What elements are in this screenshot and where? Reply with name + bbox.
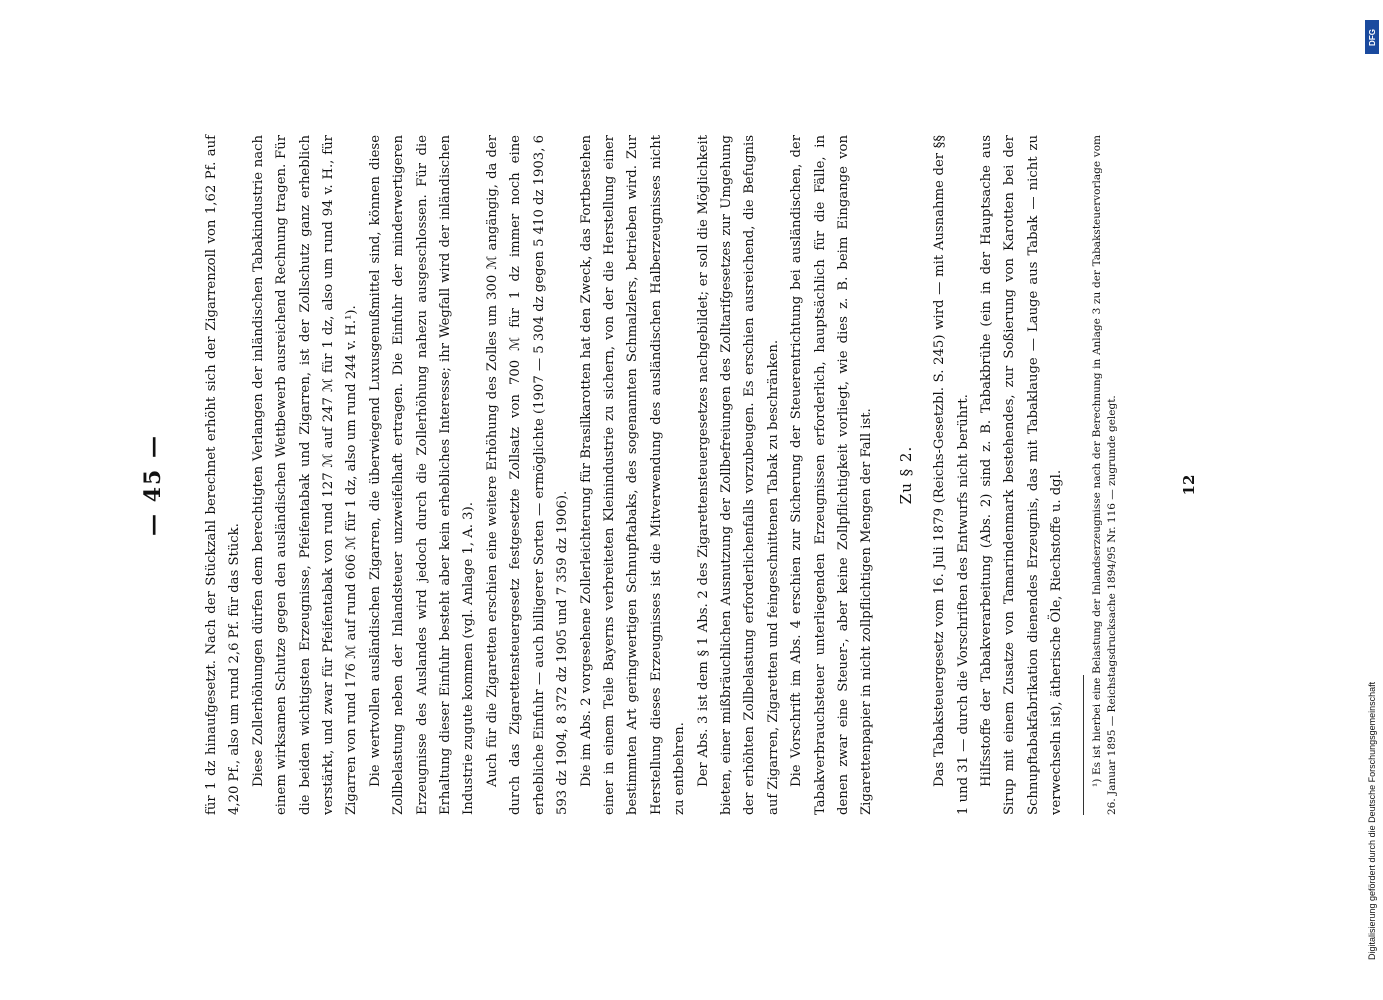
paragraph-intro-1: für 1 dz hinaufgesetzt. Nach der Stückzahl berechnet erhöht sich der Zigarrenzoll von 1,62 Pf. auf 4,20 Pf., also um rund 2,6 Pf. für das Stück. — [204, 135, 243, 815]
paragraph-intro-5: Die im Abs. 2 vorgesehene Zollerleichterung für Brasilkarotten hat den Zweck, das Fortbestehen einer in einem Teile Bayerns verbreiteten Kleinindustrie zu sichern, von der die Herstellung einer bestimmten Art geringwertigen Schnupftabaks, des sogenannten Schmalzlers, betrieben wird. Zur Herstellung dieses Erzeugnisses ist die Mitverwendung des ausländischen Halberzeugnisses nicht zu entbehren. — [578, 135, 688, 815]
paragraph-intro-6: Der Abs. 3 ist dem § 1 Abs. 2 des Zigarettensteuergesetzes nachgebildet; er soll die Möglichkeit bieten, einer mißbräuchlichen Ausnutzung der Zollbefreiungen des Zolltarifgesetzes zur Umgehung der erhöhten Zollbelastung erforderlichenfalls vorzubeugen. Es erschien ausreichend, die Befugnis auf Zigarren, Zigaretten und feingeschnittenen Tabak zu beschränken. — [695, 135, 781, 815]
dfg-logo-text: DFG — [1367, 28, 1377, 46]
paragraph-intro-2: Diese Zollerhöhungen dürfen dem berechtigten Verlangen der inländischen Tabakindustrie nach einem wirksamen Schutze gegen den ausländischen Wettbewerb ausreichend Rechnung tragen. Für die beiden wichtigsten Erzeugnisse, Pfeifentabak und Zigarren, ist der Zollschutz ganz erheblich verstärkt, und zwar für Pfeifentabak von rund 127 ℳ auf 247 ℳ für 1 dz, also um rund 94 v. H., für Zigarren von rund 176 ℳ auf rund 606 ℳ für 1 dz, also um rund 244 v. H.¹). — [250, 135, 360, 815]
footnote-divider — [1083, 675, 1084, 815]
page-number-header: — 45 — — [140, 434, 166, 536]
sidebar-credit-text: Digitalisierung gefördert durch die Deutsche Forschungsgemeinschaft — [1367, 681, 1377, 960]
digitization-sidebar — [1362, 10, 1382, 1000]
signature-mark: 12 — [1180, 474, 1198, 496]
rotated-document-page — [140, 125, 1250, 845]
footnote: ¹) Es ist hierbei eine Belastung der Inlandserzeugnisse nach der Berechnung in Anlage 3 zu der Tabaksteuervorlage vom 26. Januar 1895 — Reichstagsdrucksache 1894/95 Nr. 116 — zugrunde gelegt. — [1090, 135, 1118, 815]
paragraph-section-1: Das Tabaksteuergesetz vom 16. Juli 1879 (Reichs-Gesetzbl. S. 245) wird — mit Ausnahme der §§ 1 und 31 — durch die Vorschriften des Entwurfs nicht berührt. — [932, 135, 971, 815]
section-title: Zu § 2. — [896, 445, 915, 505]
dfg-logo-icon — [1365, 20, 1379, 54]
paragraph-intro-4: Auch für die Zigaretten erschien eine weitere Erhöhung des Zolles um 300 ℳ angängig, da der durch das Zigarettensteuergesetz festgesetzte Zollsatz von 700 ℳ für 1 dz immer noch eine erhebliche Einfuhr — auch billigerer Sorten — ermöglichte (1907 — 5 304 dz gegen 5 410 dz 1903, 6 593 dz 1904, 8 372 dz 1905 und 7 359 dz 1906). — [484, 135, 571, 815]
page-content — [140, 125, 1250, 845]
document-body — [200, 135, 1120, 815]
paragraph-section-2: Hilfsstoffe der Tabakverarbeitung (Abs. 2) sind z. B. Tabakbrühe (ein in der Hauptsache aus Sirup mit einem Zusatze von Tamarindenmark bestehendes, zur Soßierung von Karotten bei der Schnupftabakfabrikation dienendes Erzeugnis, das mit Tabaklauge — Lauge aus Tabak — nicht zu verwechseln ist), ätherische Öle, Riechstoffe u. dgl. — [979, 135, 1065, 815]
paragraph-intro-7: Die Vorschrift im Abs. 4 erschien zur Sicherung der Steuerentrichtung bei ausländischen, der Tabakverbrauchsteuer unterliegenden Erzeugnissen erforderlich, hauptsächlich für die Fälle, in denen zwar eine Steuer-, aber keine Zollpflichtigkeit vorliegt, wie dies z. B. beim Eingange von Zigarettenpapier in nicht zollpflichtigen Mengen der Fall ist. — [789, 135, 875, 815]
paragraph-intro-3: Die wertvollen ausländischen Zigarren, die überwiegend Luxusgenußmittel sind, können diese Zollbelastung neben der Inlandsteuer unzweifelhaft ertragen. Die Einfuhr der minderwertigeren Erzeugnisse des Auslandes wird jedoch durch die Zollerhöhung nahezu ausgeschlossen. Für die Erhaltung dieser Einfuhr besteht aber kein erhebliches Interesse; ihr Wegfall wird der inländischen Industrie zugute kommen (vgl. Anlage 1, A. 3). — [367, 135, 477, 815]
